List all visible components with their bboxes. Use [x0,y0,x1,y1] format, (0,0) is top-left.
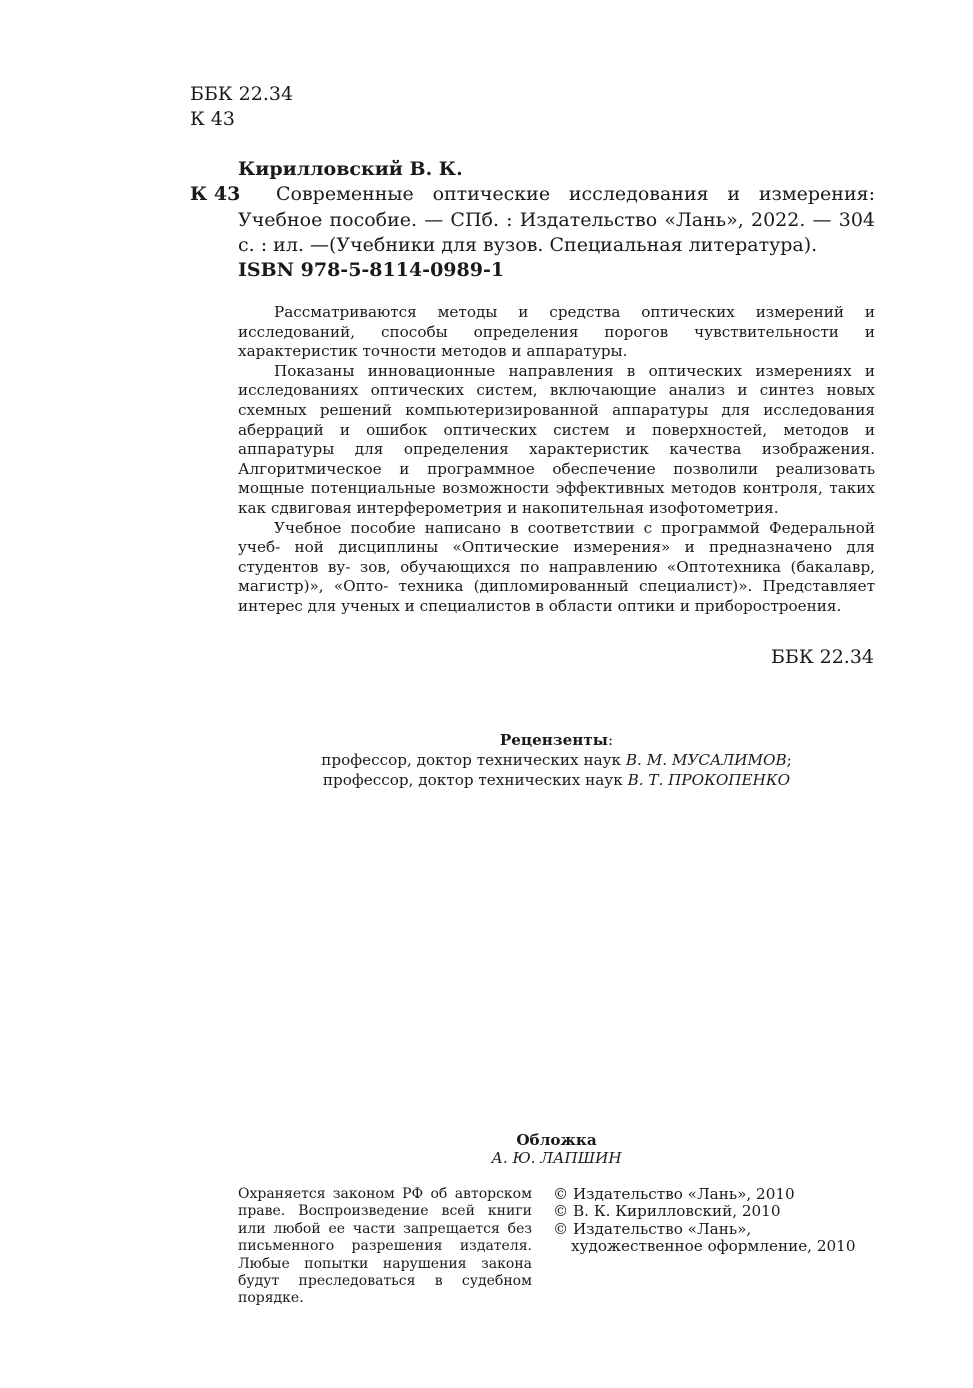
bbk-code: ББК 22.34 [190,83,294,105]
cover-title: Обложка [516,1131,597,1149]
reviewer-line [238,770,875,790]
copyright-notice: Охраняется законом РФ об авторском праве. Воспроизведение всей книги или любой ее части запрещается без письменного разрешения издателя. Любые попытки нарушения закона будут преследоваться в судебном порядке. [238,1186,532,1307]
copyright-line: художественное оформление, 2010 [571,1237,856,1256]
annotation [238,303,875,617]
annotation-paragraph: Учебное пособие написано в соответствии с программой Федеральной учеб- ной дисциплины «Оптические измерения» и предназначено для студентов ву- зов, обучающихся по направлению «Оптотехника (бакалавр, магистр)», «Опто- техника (дипломированный специалист)». Представляет интерес для ученых и специалистов в области оптики и приборостроения. [238,518,875,615]
reviewer-role: профессор, доктор технических наук [322,771,628,789]
reviewers-block [238,730,875,790]
annotation-paragraph: Показаны инновационные направления в оптических измерениях и исследованиях оптических систем, включающие анализ и синтез новых схемных решений компьютеризированной аппаратуры для исследования аберраций и ошибок оптических систем и поверхностей, методов и аппаратуры для определения характеристик качества изображения. Алгоритмическое и программное обеспечение позволили реализовать мощные потенциальные возможности эффективных методов контроля, таких как сдвиговая интерферометрия и накопительная изофотометрия. [238,361,875,517]
copyright-line: © В. К. Кирилловский, 2010 [553,1202,781,1221]
isbn: ISBN 978-5-8114-0989-1 [238,259,505,281]
bibliographic-citation: Современные оптические исследования и измерения: Учебное пособие. — СПб. : Издательство «Лань», 2022. — 304 с. : ил. —(Учебники для вузов. Специальная литература). [238,183,875,256]
author-name: Кирилловский В. К. [238,158,463,180]
reviewers-heading [238,730,875,750]
reviewer-line [238,750,875,770]
reviewer-name: В. М. МУСАЛИМОВ [625,751,787,769]
author-mark: К 43 [190,108,235,130]
cover-designer: А. Ю. ЛАПШИН [491,1149,622,1167]
reviewer-name: В. Т. ПРОКОПЕНКО [627,771,791,789]
cover-credit [238,1131,875,1167]
bbk-code-right: ББК 22.34 [770,646,874,668]
copyright-lines [553,1186,873,1256]
annotation-paragraph: Рассматриваются методы и средства оптических измерений и исследований, способы определения порогов чувствительности и характеристик точности методов и аппаратуры. [238,303,875,361]
reviewer-separator: ; [786,751,792,769]
record-code: К 43 [190,183,241,205]
reviewer-role: профессор, доктор технических наук [321,751,626,769]
reviewers-title: Рецензенты [499,731,609,749]
reviewers-colon: : [608,731,614,749]
copyright-line: © Издательство «Лань», 2010 [553,1185,795,1203]
header-bbk-block [190,82,293,132]
copyright-line: © Издательство «Лань», [553,1219,752,1238]
